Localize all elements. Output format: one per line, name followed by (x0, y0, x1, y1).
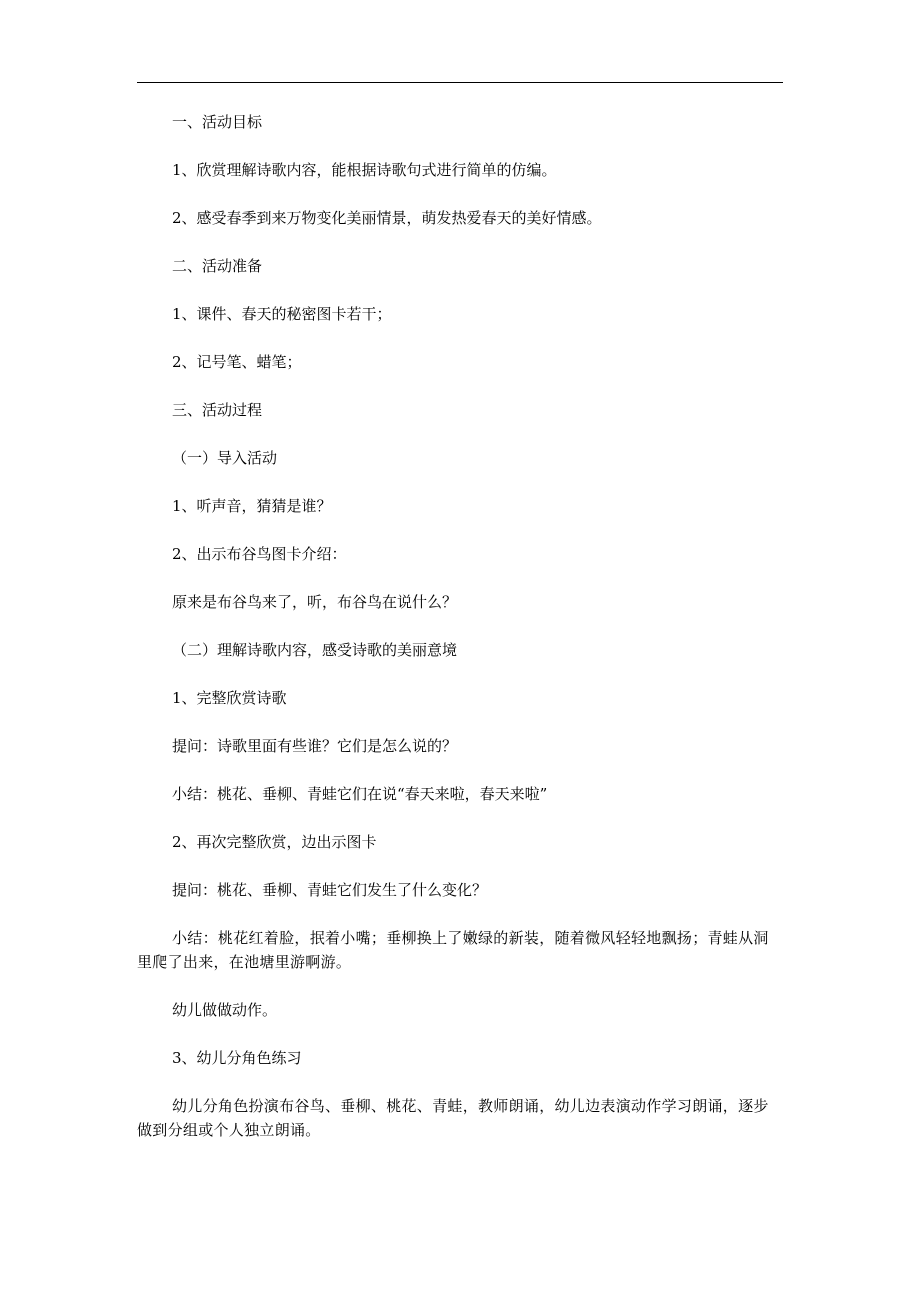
summary-1: 小结：桃花、垂柳、青蛙它们在说“春天来啦，春天来啦” (172, 785, 548, 803)
summary-2: 小结：桃花红着脸，抿着小嘴；垂柳换上了嫩绿的新装，随着微风轻轻地飘扬；青蛙从洞里爬了出来，在池塘里游啊游。 (137, 929, 769, 971)
intro-item-1: 1、听声音，猜猜是谁？ (172, 497, 332, 515)
document-body (137, 110, 783, 1142)
subsection-heading-intro: （一）导入活动 (172, 449, 278, 467)
question-2: 提问：桃花、垂柳、青蛙它们发生了什么变化？ (172, 881, 488, 899)
preparation-item-2: 2、记号笔、蜡笔； (172, 353, 302, 371)
children-action: 幼儿做做动作。 (172, 1001, 278, 1019)
section-heading-goals: 一、活动目标 (172, 113, 263, 131)
section-heading-process: 三、活动过程 (172, 401, 263, 419)
preparation-item-1: 1、课件、春天的秘密图卡若干； (172, 305, 392, 323)
subsection-heading-understanding: （二）理解诗歌内容，感受诗歌的美丽意境 (172, 641, 458, 659)
section-heading-preparation: 二、活动准备 (172, 257, 263, 275)
role-play-paragraph: 幼儿分角色扮演布谷鸟、垂柳、桃花、青蛙，教师朗诵，幼儿边表演动作学习朗诵，逐步做到分组或个人独立朗诵。 (137, 1097, 769, 1139)
understanding-item-2: 2、再次完整欣赏，边出示图卡 (172, 833, 377, 851)
goal-item-2: 2、感受春季到来万物变化美丽情景，萌发热爱春天的美好情感。 (172, 209, 602, 227)
question-1: 提问：诗歌里面有些谁？它们是怎么说的？ (172, 737, 458, 755)
goal-item-1: 1、欣赏理解诗歌内容，能根据诗歌句式进行简单的仿编。 (172, 161, 557, 179)
header-rule (137, 82, 783, 83)
intro-text: 原来是布谷鸟来了，听，布谷鸟在说什么？ (172, 593, 458, 611)
intro-item-2: 2、出示布谷鸟图卡介绍： (172, 545, 347, 563)
understanding-item-1: 1、完整欣赏诗歌 (172, 689, 287, 707)
understanding-item-3: 3、幼儿分角色练习 (172, 1049, 302, 1067)
